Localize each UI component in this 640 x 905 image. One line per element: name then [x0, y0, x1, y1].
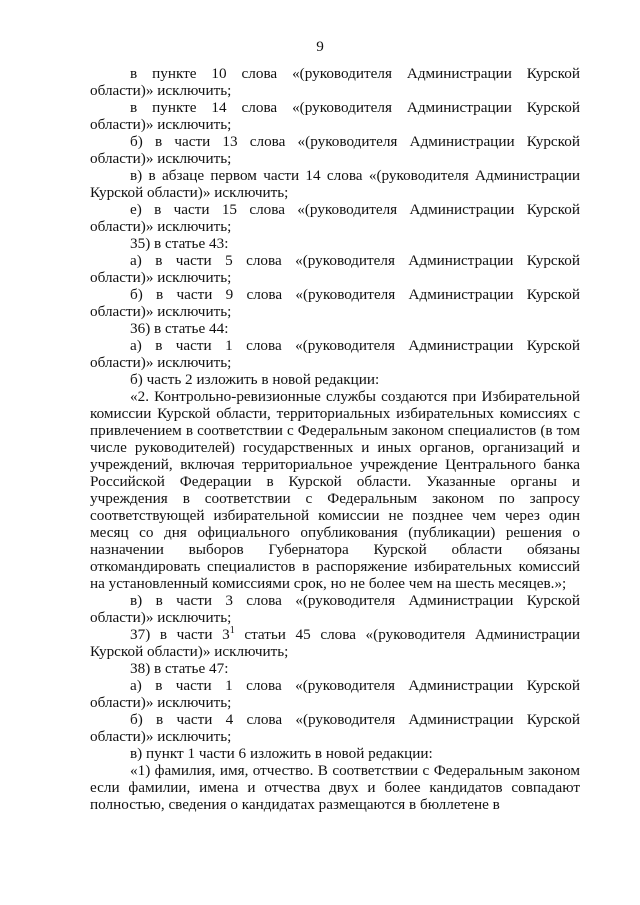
text-line: б) в части 13 слова «(руководителя Администрации Курской — [130, 133, 580, 150]
text-line: числе руководителей) государственных и иных органов, организаций и — [90, 439, 580, 456]
superscript: 1 — [229, 625, 235, 636]
text-line: откомандировать специалистов в распоряжение избирательных комиссий — [90, 558, 580, 575]
text-line: соответствующей избирательной комиссии не позднее чем через один — [90, 507, 580, 524]
text-line: «2. Контрольно-ревизионные службы создаются при Избирательной — [130, 388, 580, 405]
text-line: 38) в статье 47: — [130, 660, 229, 677]
text-line: «1) фамилия, имя, отчество. В соответствии с Федеральным законом — [130, 762, 580, 779]
paragraph — [90, 235, 580, 252]
text-line: области)» исключить; — [90, 303, 232, 320]
paragraph — [90, 65, 580, 99]
paragraph — [90, 677, 580, 711]
paragraph — [90, 711, 580, 745]
paragraph — [90, 592, 580, 626]
text-fragment: статьи 45 слова «(руководителя Администрации — [234, 626, 580, 643]
paragraph — [90, 745, 580, 762]
text-line: привлечением в соответствии с Федеральным законом специалистов (в том — [90, 422, 580, 439]
text-line: в) в части 3 слова «(руководителя Администрации Курской — [130, 592, 580, 609]
paragraph — [90, 201, 580, 235]
text-line: е) в части 15 слова «(руководителя Администрации Курской — [130, 201, 580, 218]
text-line: Российской Федерации в Курской области. Указанные органы и — [90, 473, 580, 490]
text-line: б) в части 9 слова «(руководителя Администрации Курской — [130, 286, 580, 303]
text-line: учреждений, включая территориальное учреждение Центрального банка — [90, 456, 580, 473]
paragraph — [90, 286, 580, 320]
text-line: области)» исключить; — [90, 694, 232, 711]
paragraph — [90, 626, 580, 660]
text-line: месяц со дня официального опубликования (публикации) решения о — [90, 524, 580, 541]
text-line: в пункте 14 слова «(руководителя Администрации Курской — [130, 99, 580, 116]
text-line: области)» исключить; — [90, 116, 232, 133]
paragraph — [90, 388, 580, 592]
paragraph — [90, 371, 580, 388]
text-line: в) пункт 1 части 6 изложить в новой редакции: — [130, 745, 433, 762]
text-line — [90, 626, 580, 643]
text-line: области)» исключить; — [90, 218, 232, 235]
paragraph — [90, 99, 580, 133]
text-line: области)» исключить; — [90, 269, 232, 286]
text-line: на установленный комиссиями срок, но не более чем на шесть месяцев.»; — [90, 575, 567, 592]
text-line: Курской области)» исключить; — [90, 184, 289, 201]
paragraph — [90, 167, 580, 201]
paragraph — [90, 660, 580, 677]
text-line: области)» исключить; — [90, 82, 232, 99]
text-line: в пункте 10 слова «(руководителя Администрации Курской — [130, 65, 580, 82]
text-line: а) в части 1 слова «(руководителя Администрации Курской — [130, 677, 580, 694]
page-number: 9 — [316, 38, 324, 55]
text-line: а) в части 1 слова «(руководителя Администрации Курской — [130, 337, 580, 354]
paragraph — [90, 320, 580, 337]
text-line: в) в абзаце первом части 14 слова «(руководителя Администрации — [130, 167, 580, 184]
text-line: 36) в статье 44: — [130, 320, 229, 337]
document-body — [90, 65, 580, 813]
text-line: назначении выборов Губернатора Курской области обязаны — [90, 541, 580, 558]
text-line: б) часть 2 изложить в новой редакции: — [130, 371, 380, 388]
text-line: учреждения в соответствии с Федеральным законом по запросу — [90, 490, 580, 507]
paragraph — [90, 337, 580, 371]
text-line: области)» исключить; — [90, 150, 232, 167]
text-line: комиссии Курской области, территориальных избирательных комиссиях с — [90, 405, 580, 422]
paragraph — [90, 762, 580, 813]
text-line: а) в части 5 слова «(руководителя Администрации Курской — [130, 252, 580, 269]
text-line: если фамилии, имена и отчества двух и более кандидатов совпадают — [90, 779, 580, 796]
text-line: области)» исключить; — [90, 728, 232, 745]
text-line: области)» исключить; — [90, 609, 232, 626]
text-fragment: 37) в части 3 — [130, 626, 230, 643]
text-line: Курской области)» исключить; — [90, 643, 289, 660]
text-line: б) в части 4 слова «(руководителя Администрации Курской — [130, 711, 580, 728]
text-line: области)» исключить; — [90, 354, 232, 371]
paragraph — [90, 133, 580, 167]
text-line: 35) в статье 43: — [130, 235, 229, 252]
paragraph — [90, 252, 580, 286]
text-line: полностью, сведения о кандидатах размещаются в бюллетене в — [90, 796, 500, 813]
